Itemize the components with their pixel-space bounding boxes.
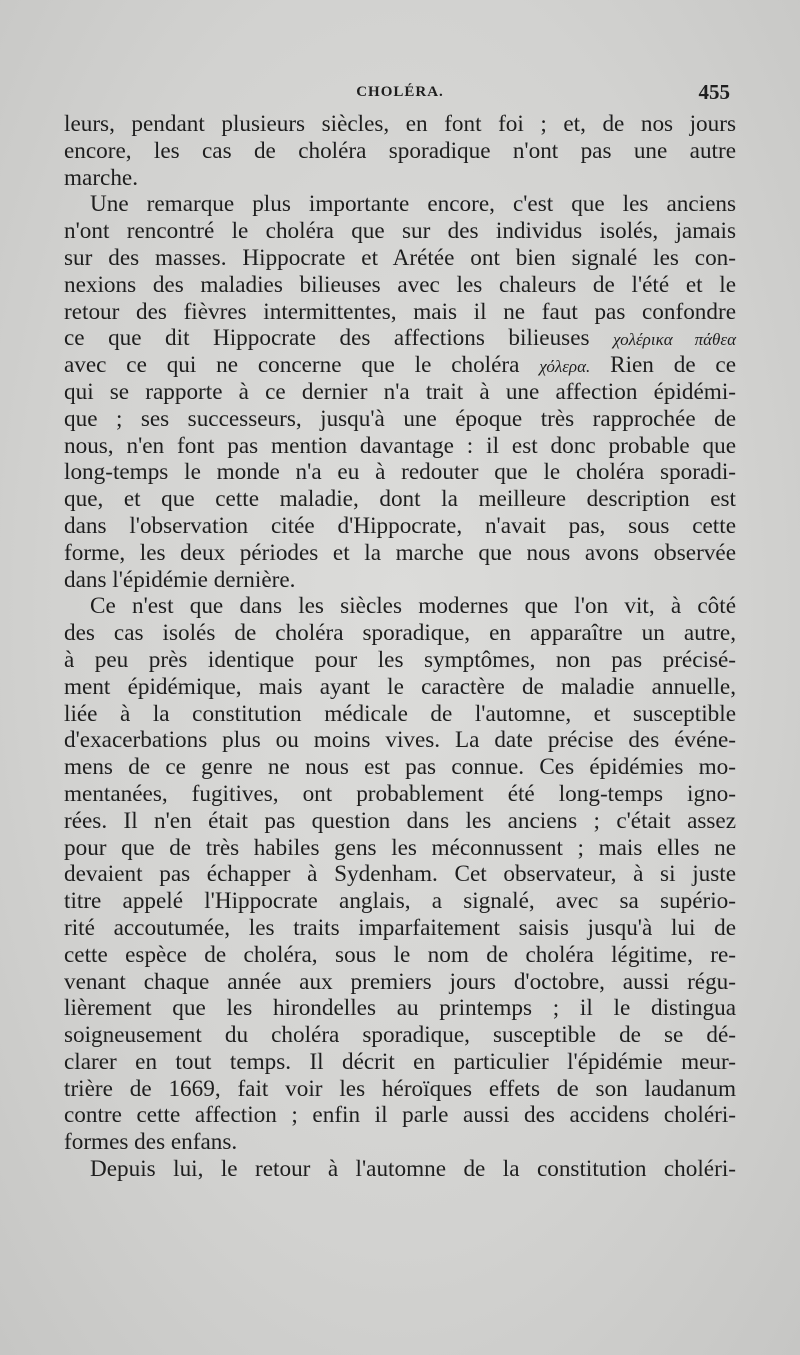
text-line: dans l'épidémie dernière.: [64, 566, 296, 593]
text-segment: ce que dit Hippocrate des affections bilieuses: [64, 325, 590, 352]
text-line: contre cette affection ; enfin il parle aussi des accidens choléri-: [64, 1102, 736, 1129]
text-line: pour que de très habiles gens les méconnussent ; mais elles ne: [64, 834, 736, 861]
greek-term: χολέρικα πάθεα: [613, 330, 736, 350]
text-line: sur des masses. Hippocrate et Arétée ont bien signalé les con-: [64, 244, 736, 271]
greek-term: χόλερα.: [539, 357, 591, 377]
paragraph-start-line: Une remarque plus importante encore, c'est que les anciens: [90, 191, 736, 218]
body-text: [64, 111, 736, 1183]
text-line: lièrement que les hirondelles au printemps ; il le distingua: [64, 995, 736, 1022]
text-line: soigneusement du choléra sporadique, susceptible de se dé-: [64, 1022, 736, 1049]
text-line: encore, les cas de choléra sporadique n'ont pas une autre: [64, 137, 736, 164]
text-line-with-greek: [64, 325, 736, 352]
text-line: trière de 1669, fait voir les héroïques effets de son laudanum: [64, 1075, 736, 1102]
text-line: forme, les deux périodes et la marche que nous avons observée: [64, 539, 736, 566]
text-line: mentanées, fugitives, ont probablement été long-temps igno-: [64, 780, 736, 807]
text-line: nous, n'en font pas mention davantage : il est donc probable que: [64, 432, 736, 459]
text-line: nexions des maladies bilieuses avec les chaleurs de l'été et le: [64, 271, 736, 298]
text-line: cette espèce de choléra, sous le nom de choléra légitime, re-: [64, 941, 736, 968]
text-line: dans l'observation citée d'Hippocrate, n'avait pas, sous cette: [64, 512, 736, 539]
text-line: titre appelé l'Hippocrate anglais, a signalé, avec sa supério-: [64, 888, 736, 915]
text-line: leurs, pendant plusieurs siècles, en font foi ; et, de nos jours: [64, 111, 736, 137]
running-title: CHOLÉRA.: [356, 84, 444, 100]
text-line: n'ont rencontré le choléra que sur des individus isolés, jamais: [64, 218, 736, 245]
text-line: venant chaque année aux premiers jours d'octobre, aussi régu-: [64, 968, 736, 995]
text-segment: Rien de ce: [610, 352, 737, 379]
paragraph-start-line: Depuis lui, le retour à l'automne de la constitution choléri-: [90, 1156, 736, 1183]
text-line: que, et que cette maladie, dont la meilleure description est: [64, 486, 736, 513]
text-line: rées. Il n'en était pas question dans les anciens ; c'était assez: [64, 807, 736, 834]
text-line: que ; ses successeurs, jusqu'à une époque très rapprochée de: [64, 405, 736, 432]
text-line: qui se rapporte à ce dernier n'a trait à une affection épidémi-: [64, 378, 736, 405]
page-number: 455: [698, 80, 730, 104]
text-line: des cas isolés de choléra sporadique, en apparaître un autre,: [64, 620, 736, 647]
text-line: retour des fièvres intermittentes, mais il ne faut pas confondre: [64, 298, 736, 325]
text-line: rité accoutumée, les traits imparfaitement saisis jusqu'à lui de: [64, 914, 736, 941]
text-line-with-greek: [64, 352, 736, 379]
text-line: marche.: [64, 164, 139, 191]
text-line: d'exacerbations plus ou moins vives. La date précise des événe-: [64, 727, 736, 754]
text-line: long-temps le monde n'a eu à redouter que le choléra sporadi-: [64, 459, 736, 486]
text-line: à peu près identique pour les symptômes, non pas précisé-: [64, 646, 736, 673]
text-line: mens de ce genre ne nous est pas connue. Ces épidémies mo-: [64, 754, 736, 781]
paragraph-start-line: Ce n'est que dans les siècles modernes que l'on vit, à côté: [90, 593, 736, 620]
text-line: ment épidémique, mais ayant le caractère de maladie annuelle,: [64, 673, 736, 700]
text-line: liée à la constitution médicale de l'automne, et susceptible: [64, 700, 736, 727]
text-segment: avec ce qui ne concerne que le choléra: [64, 352, 520, 379]
text-line: clarer en tout temps. Il décrit en particulier l'épidémie meur-: [64, 1048, 736, 1075]
text-line: formes des enfans.: [64, 1129, 238, 1156]
text-line: devaient pas échapper à Sydenham. Cet observateur, à si juste: [64, 861, 736, 888]
page-header: [64, 82, 736, 112]
